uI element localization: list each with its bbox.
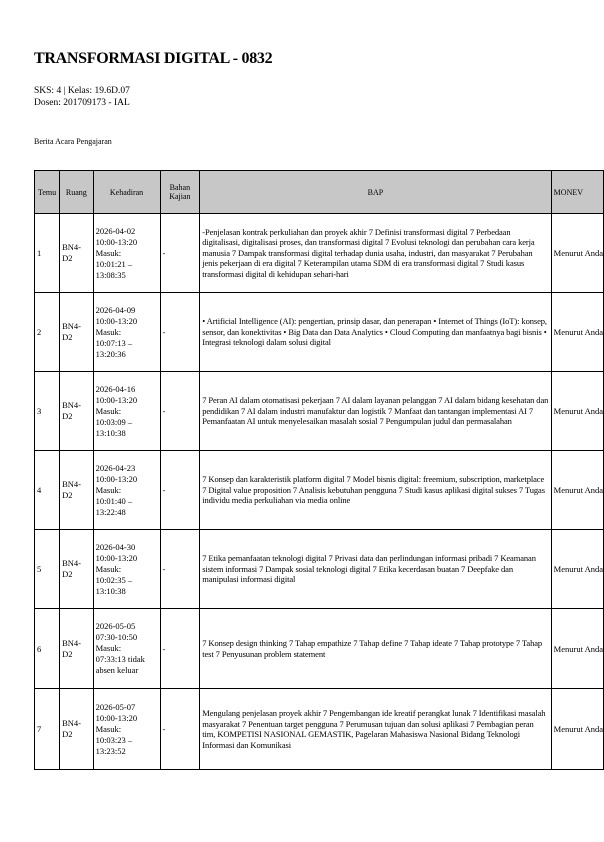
cell-ruang: [60, 372, 93, 451]
cell-temu: [35, 293, 60, 372]
kehadiran-masuk-label: Masuk:: [95, 643, 122, 653]
kehadiran-date: 2026-04-09: [95, 304, 136, 315]
monev-value: Menurut Anda: [553, 406, 604, 416]
course-dosen: Dosen: 201709173 - IAL: [34, 98, 130, 108]
temu-value: 6: [37, 643, 42, 654]
table-row: [35, 451, 604, 530]
cell-temu: [35, 372, 60, 451]
cell-monev: [551, 451, 603, 530]
kehadiran-jam: 07:30-10:50: [95, 632, 138, 642]
cell-bap: [200, 214, 551, 293]
kehadiran-keluar-time: 13:23:52: [95, 745, 126, 756]
cell-monev: [551, 214, 603, 293]
kehadiran-keluar-time: 13:08:35: [95, 269, 126, 280]
monev-value: Menurut Anda: [553, 327, 604, 337]
cell-bahan-kajian: [160, 372, 200, 451]
section-title: Berita Acara Pengajaran: [34, 137, 112, 146]
header-ruang: Ruang: [60, 171, 93, 214]
monev-value: Menurut Anda: [553, 564, 604, 574]
kehadiran-jam: 10:00-13:20: [95, 712, 138, 723]
kehadiran-jam: 10:00-13:20: [95, 473, 138, 484]
cell-bahan-kajian: [160, 530, 200, 609]
cell-temu: [35, 451, 60, 530]
header-temu: Temu: [35, 171, 60, 214]
cell-kehadiran: [93, 530, 160, 609]
cell-bap: [200, 451, 551, 530]
kehadiran-keluar-time: 13:10:38: [95, 585, 126, 596]
ruang-value: BN4-D2: [62, 718, 81, 739]
kehadiran-masuk-label: Masuk:: [95, 723, 122, 734]
kehadiran-jam: 10:00-13:20: [95, 236, 138, 247]
bap-table: [34, 170, 604, 770]
table-row: [35, 689, 604, 770]
kehadiran-masuk-time: 10:03:23 –: [95, 734, 133, 745]
bap-text: 7 Etika pemanfaatan teknologi digital 7 Privasi data dan perlindungan informasi pribadi 7 Keamanan sistem informasi 7 Dampak sosial teknologi digital 7 Etika kecerdasan buatan 7 Deepfake dan manipulasi informasi digital: [202, 553, 536, 585]
cell-monev: [551, 372, 603, 451]
monev-value: Menurut Anda: [553, 248, 604, 258]
header-bap: BAP: [200, 171, 551, 214]
temu-value: 7: [37, 724, 42, 734]
table-row: [35, 530, 604, 609]
bap-text: 7 Konsep design thinking 7 Tahap empathize 7 Tahap define 7 Tahap ideate 7 Tahap prototype 7 Tahap test 7 Penyusunan problem statement: [202, 638, 543, 659]
cell-kehadiran: [93, 372, 160, 451]
cell-bap: [200, 293, 551, 372]
cell-temu: [35, 689, 60, 770]
kehadiran-masuk-time: 10:01:21 –: [95, 258, 133, 269]
cell-bap: [200, 609, 551, 689]
temu-value: 3: [37, 406, 42, 416]
ruang-value: BN4-D2: [62, 321, 81, 342]
header-monev: MONEV: [551, 171, 603, 214]
cell-monev: [551, 530, 603, 609]
ruang-value: BN4-D2: [62, 479, 81, 500]
kehadiran-jam: 10:00-13:20: [95, 394, 138, 405]
kehadiran-masuk-time: 10:03:09 –: [95, 416, 133, 427]
kehadiran-date: 2026-04-30: [95, 541, 136, 552]
cell-kehadiran: [93, 609, 160, 689]
kehadiran-date: 2026-05-05: [95, 621, 136, 631]
header-bahan-kajian: Bahan Kajian: [160, 171, 200, 214]
kehadiran-masuk-time: 07:33:13 tidak: [95, 654, 145, 664]
table-row: [35, 372, 604, 451]
monev-value: Menurut Anda: [553, 643, 604, 654]
bap-text: • Artificial Intelligence (AI): pengertian, prinsip dasar, dan penerapan • Internet of Things (IoT): konsep, sensor, dan konektivitas • Big Data dan Data Analytics • Cloud Computing dan manfaatnya bagi bisnis • Integrasi teknologi dalam solusi digital: [202, 316, 547, 348]
bap-text: Mengulang penjelasan proyek akhir 7 Pengembangan ide kreatif perangkat lunak 7 Identifikasi masalah masyarakat 7 Penentuan target pengguna 7 Perumusan tujuan dan solusi aplikasi 7 Pembagian peran tim, KOMPETISI NASIONAL GEMASTIK, Pagelaran Mahasiswa Nasional Bidang Teknologi Informasi dan Komunikasi: [202, 708, 546, 750]
ruang-value: BN4-D2: [62, 400, 81, 421]
bahan-value: -: [162, 248, 166, 258]
cell-monev: [551, 609, 603, 689]
kehadiran-keluar-time: 13:10:38: [95, 427, 126, 438]
bahan-value: -: [162, 724, 166, 734]
ruang-value: BN4-D2: [62, 242, 81, 263]
bahan-value: -: [162, 406, 166, 416]
bahan-value: -: [162, 643, 166, 654]
bahan-value: -: [162, 327, 166, 337]
cell-temu: [35, 214, 60, 293]
ruang-value: BN4-D2: [62, 637, 81, 659]
kehadiran-date: 2026-05-07: [95, 701, 136, 712]
temu-value: 2: [37, 327, 42, 337]
kehadiran-masuk-label: Masuk:: [95, 405, 122, 416]
cell-temu: [35, 530, 60, 609]
cell-temu: [35, 609, 60, 689]
kehadiran-masuk-label: Masuk:: [95, 484, 122, 495]
kehadiran-keluar-time: 13:20:36: [95, 348, 126, 359]
temu-value: 1: [37, 248, 42, 258]
kehadiran-date: 2026-04-02: [95, 225, 136, 236]
bahan-value: -: [162, 564, 166, 574]
kehadiran-date: 2026-04-16: [95, 383, 136, 394]
kehadiran-jam: 10:00-13:20: [95, 315, 138, 326]
cell-bap: [200, 689, 551, 770]
course-title: TRANSFORMASI DIGITAL - 0832: [34, 50, 273, 67]
monev-value: Menurut Anda: [553, 724, 604, 734]
temu-value: 4: [37, 485, 42, 495]
cell-ruang: [60, 530, 93, 609]
kehadiran-date: 2026-04-23: [95, 462, 136, 473]
monev-value: Menurut Anda: [553, 485, 604, 495]
cell-kehadiran: [93, 214, 160, 293]
table-row: [35, 609, 604, 689]
cell-kehadiran: [93, 451, 160, 530]
cell-bap: [200, 372, 551, 451]
cell-kehadiran: [93, 689, 160, 770]
kehadiran-masuk-label: Masuk:: [95, 326, 122, 337]
table-header-row: [35, 171, 604, 214]
ruang-value: BN4-D2: [62, 558, 81, 579]
table-row: [35, 214, 604, 293]
bap-text: -Penjelasan kontrak perkuliahan dan proyek akhir 7 Definisi transformasi digital 7 Perbedaan digitalisasi, digitalisasi proses, dan transformasi digital 7 Evolusi teknologi dan perubahan cara kerja manusia 7 Dampak transformasi digital terhadap dunia usaha, industri, dan masyarakat 7 Perubahan jenis pekerjaan di era digital 7 Keterampilan utama SDM di era transformasi digital 7 Studi kasus transformasi digital di kehidupan sehari-hari: [202, 226, 535, 279]
bap-text: 7 Konsep dan karakteristik platform digital 7 Model bisnis digital: freemium, subscription, marketplace 7 Digital value proposition 7 Analisis kebutuhan pengguna 7 Studi kasus aplikasi digital sukses 7 Tugas individu media perkuliahan via media online: [202, 474, 545, 506]
cell-bahan-kajian: [160, 689, 200, 770]
cell-ruang: [60, 451, 93, 530]
kehadiran-masuk-label: Masuk:: [95, 247, 122, 258]
cell-kehadiran: [93, 293, 160, 372]
table-row: [35, 293, 604, 372]
cell-ruang: [60, 214, 93, 293]
cell-ruang: [60, 609, 93, 689]
cell-bahan-kajian: [160, 451, 200, 530]
kehadiran-masuk-time: 10:02:35 –: [95, 574, 133, 585]
bap-text: 7 Peran AI dalam otomatisasi pekerjaan 7 AI dalam layanan pelanggan 7 AI dalam bidang kesehatan dan pendidikan 7 AI dalam industri manufaktur dan logistik 7 Manfaat dan tantangan implementasi AI 7 Pemanfaatan AI untuk menyelesaikan masalah sosial 7 Pengumpulan judul dan permasalahan: [202, 395, 549, 427]
bahan-value: -: [162, 485, 166, 495]
kehadiran-keluar-time: 13:22:48: [95, 506, 126, 517]
course-sks-kelas: SKS: 4 | Kelas: 19.6D.07: [34, 86, 130, 96]
cell-bahan-kajian: [160, 214, 200, 293]
cell-bap: [200, 530, 551, 609]
kehadiran-jam: 10:00-13:20: [95, 552, 138, 563]
cell-monev: [551, 689, 603, 770]
kehadiran-masuk-time: 10:01:40 –: [95, 495, 133, 506]
kehadiran-masuk-label: Masuk:: [95, 563, 122, 574]
temu-value: 5: [37, 564, 42, 574]
kehadiran-masuk-time: 10:07:13 –: [95, 337, 133, 348]
cell-monev: [551, 293, 603, 372]
cell-ruang: [60, 293, 93, 372]
cell-bahan-kajian: [160, 293, 200, 372]
header-kehadiran: Kehadiran: [93, 171, 160, 214]
kehadiran-keluar-time: absen keluar: [95, 665, 139, 675]
cell-ruang: [60, 689, 93, 770]
cell-bahan-kajian: [160, 609, 200, 689]
